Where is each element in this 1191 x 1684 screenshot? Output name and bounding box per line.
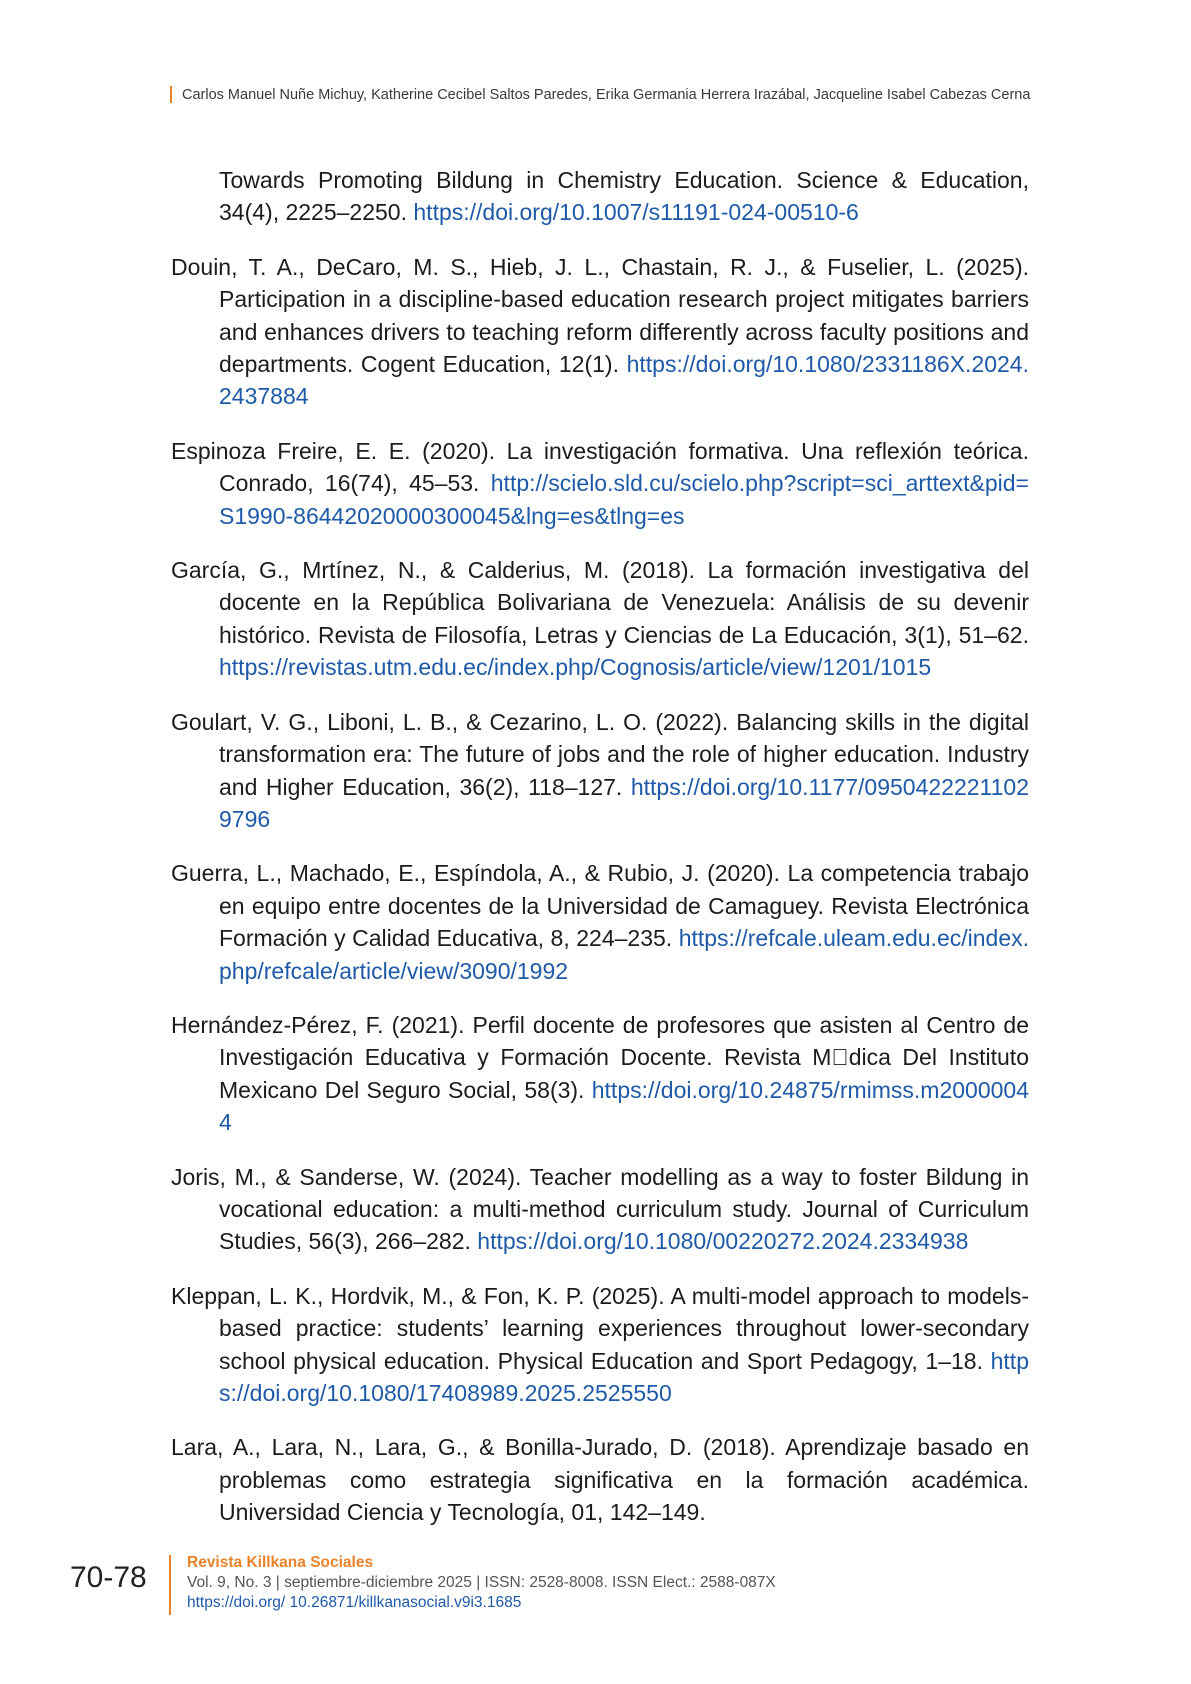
reference-item [171, 164, 1029, 229]
header-authors: Carlos Manuel Nuñe Michuy, Katherine Cecibel Saltos Paredes, Erika Germania Herrera Irazábal, Jacqueline Isabel Cabezas Cerna [182, 86, 1031, 103]
reference-item [171, 251, 1029, 413]
reference-text: Guerra, L., Machado, E., Espíndola, A., & Rubio, J. (2020). La competencia trabajo en equipo entre docentes de la Universidad de Camaguey. Revista Electrónica Formación y Calidad Educativa, 8, 224–235. [171, 860, 1029, 952]
header-accent-bar [170, 86, 172, 103]
journal-volume: Vol. 9, No. 3 | septiembre-diciembre 2025 | ISSN: 2528-8008. ISSN Elect.: 2588-087X [187, 1574, 776, 1591]
reference-item [171, 1161, 1029, 1258]
reference-link[interactable]: https://doi.org/10.1007/s11191-024-00510-6 [413, 199, 859, 226]
reference-link[interactable]: http://scielo.sld.cu/scielo.php?script=sci_arttext&pid=S1990-86442020000300045&lng=es&tlng=es [219, 470, 1029, 529]
reference-text: Joris, M., & Sanderse, W. (2024). Teacher modelling as a way to foster Bildung in vocational education: a multi-method curriculum study. Journal of Curriculum Studies, 56(3), 266–282. [171, 1163, 1029, 1255]
reference-item [171, 1009, 1029, 1139]
reference-item [171, 435, 1029, 532]
reference-text: Kleppan, L. K., Hordvik, M., & Fon, K. P. (2025). A multi-model approach to models-based practice: students’ learning experiences throughout lower-secondary school physical education. Physical Education and Sport Pedagogy, 1–18. [171, 1282, 1029, 1374]
journal-title: Revista Killkana Sociales [187, 1554, 374, 1571]
reference-text: García, G., Mrtínez, N., & Calderius, M. (2018). La formación investigativa del docente en la República Bolivariana de Venezuela: Análisis de su devenir histórico. Revista de Filosofía, Letras y Ciencias de La Educación, 3(1), 51–62. [171, 557, 1029, 648]
reference-item [171, 1280, 1029, 1410]
reference-text: Lara, A., Lara, N., Lara, G., & Bonilla-Jurado, D. (2018). Aprendizaje basado en problemas como estrategia significativa en la formación académica. Universidad Ciencia y Tecnología, 01, 142–149. [171, 1434, 1029, 1526]
reference-text: Hernández-Pérez, F. (2021). Perfil docente de profesores que asisten al Centro de Investigación Educativa y Formación Docente. Revista M dica Del Instituto Mexicano Del Seguro Social, 58(3). [171, 1011, 1029, 1103]
reference-text: Goulart, V. G., Liboni, L. B., & Cezarino, L. O. (2022). Balancing skills in the digital transformation era: The future of jobs and the role of higher education. Industry and Higher Education, 36(2), 118–127. [171, 708, 1029, 800]
running-head [170, 86, 1050, 103]
reference-link[interactable]: https://doi.org/10.1080/2331186X.2024.2437884 [219, 351, 1029, 410]
reference-item [171, 706, 1029, 836]
reference-link[interactable]: https://revistas.utm.edu.ec/index.php/Cognosis/article/view/1201/1015 [219, 654, 932, 681]
reference-text: Douin, T. A., DeCaro, M. S., Hieb, J. L., Chastain, R. J., & Fuselier, L. (2025). Participation in a discipline-based education research project mitigates barriers and enhances drivers to teaching reform differently across faculty positions and departments. Cogent Education, 12(1). [171, 253, 1029, 378]
reference-link[interactable]: https://doi.org/10.1177/09504222211029796 [219, 773, 1029, 832]
reference-link[interactable]: https://doi.org/10.1080/17408989.2025.2525550 [219, 1347, 1029, 1406]
journal-doi-link[interactable]: https://doi.org/ 10.26871/killkanasocial.v9i3.1685 [187, 1594, 522, 1611]
page-footer [70, 1549, 1070, 1619]
reference-link[interactable]: https://doi.org/10.24875/rmimss.m20000044 [219, 1076, 1029, 1136]
reference-link[interactable]: https://doi.org/10.1080/00220272.2024.2334938 [477, 1228, 969, 1255]
reference-item [171, 554, 1029, 684]
reference-item [171, 857, 1029, 987]
journal-info [187, 1553, 776, 1613]
reference-text: Espinoza Freire, E. E. (2020). La investigación formativa. Una reflexión teórica. Conrado, 16(74), 45–53. [171, 437, 1029, 497]
reference-text: Towards Promoting Bildung in Chemistry Education. Science & Education, 34(4), 2225–2250. [219, 167, 1029, 226]
reference-list [171, 164, 1029, 1551]
reference-link[interactable]: https://refcale.uleam.edu.ec/index.php/refcale/article/view/3090/1992 [219, 925, 1029, 984]
reference-item [171, 1431, 1029, 1528]
page-range: 70-78 [70, 1561, 147, 1594]
footer-accent-bar [169, 1555, 171, 1615]
